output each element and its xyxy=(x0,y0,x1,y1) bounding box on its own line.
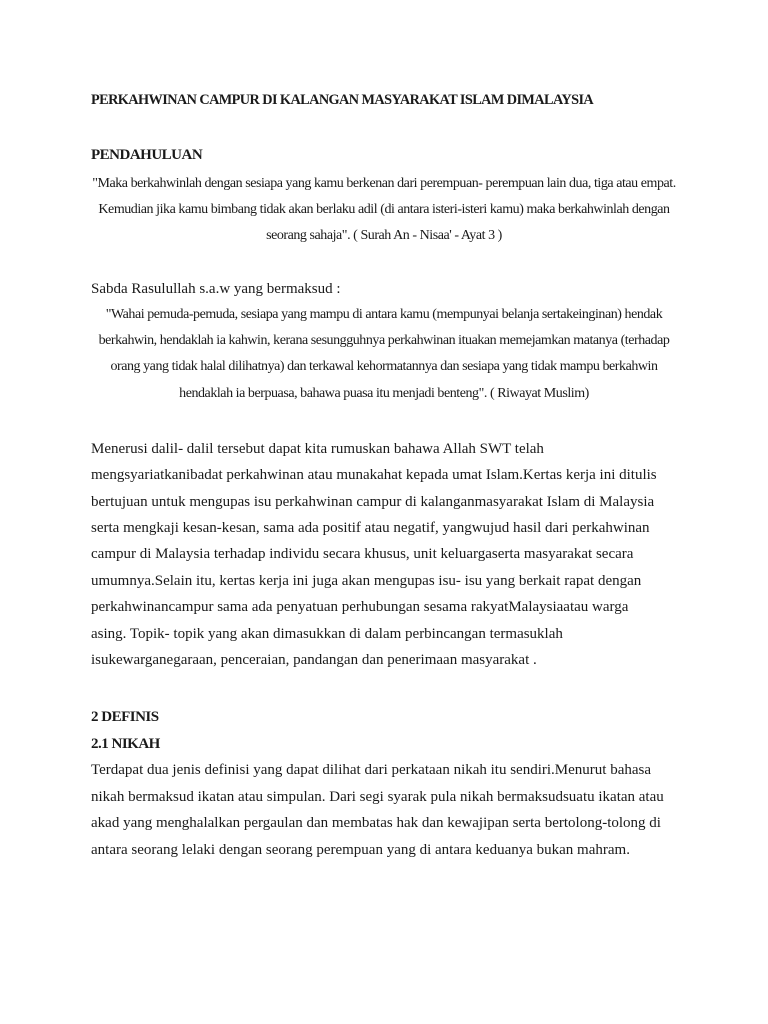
document-title: PERKAHWINAN CAMPUR DI KALANGAN MASYARAKAT ISLAM DIMALAYSIA xyxy=(91,92,594,108)
paragraph2-line: antara seorang lelaki dengan seorang perempuan yang di antara keduanya bukan mahram. xyxy=(91,842,630,858)
paragraph1-line: bertujuan untuk mengupas isu perkahwinan campur di kalanganmasyarakat Islam di Malaysia xyxy=(91,494,655,510)
paragraph1-line: mengsyariatkanibadat perkahwinan atau munakahat kepada umat Islam.Kertas kerja ini ditulis xyxy=(91,467,657,483)
subsection-heading: 2.1 NIKAH xyxy=(91,736,160,752)
paragraph1-line: asing. Topik- topik yang akan dimasukkan di dalam perbincangan termasuklah xyxy=(91,626,563,642)
paragraph1-line: umumnya.Selain itu, kertas kerja ini juga akan mengupas isu- isu yang berkait rapat dengan xyxy=(91,573,642,589)
paragraph1-line: Menerusi dalil- dalil tersebut dapat kita rumuskan bahawa Allah SWT telah xyxy=(91,441,544,457)
sabda-intro: Sabda Rasulullah s.a.w yang bermaksud : xyxy=(91,281,341,297)
quote2-line: berkahwin, hendaklah ia kahwin, kerana sesungguhnya perkahwinan ituakan memejamkan matanya (terhadap xyxy=(98,333,670,348)
quote1-line: Kemudian jika kamu bimbang tidak akan berlaku adil (di antara isteri-isteri kamu) maka berkahwinlah dengan xyxy=(98,202,670,217)
quote2-line: orang yang tidak halal dilihatnya) dan terkawal kehormatannya dan sesiapa yang tidak mampu berkahwin xyxy=(110,359,658,374)
quote1-line: "Maka berkahwinlah dengan sesiapa yang kamu berkenan dari perempuan- perempuan lain dua, tiga atau empat. xyxy=(92,176,676,191)
paragraph1-line: campur di Malaysia terhadap individu secara khusus, unit keluargaserta masyarakat secara xyxy=(91,546,634,562)
quote2-line: "Wahai pemuda-pemuda, sesiapa yang mampu di antara kamu (mempunyai belanja sertakeinginan) hendak xyxy=(105,307,663,322)
intro-heading: PENDAHULUAN xyxy=(91,147,203,163)
paragraph1-line: serta mengkaji kesan-kesan, sama ada positif atau negatif, yangwujud hasil dari perkahwinan xyxy=(91,520,650,536)
quote1-line: seorang sahaja". ( Surah An - Nisaa' - Ayat 3 ) xyxy=(266,228,502,243)
section-heading: 2 DEFINIS xyxy=(91,709,159,725)
paragraph2-line: akad yang menghalalkan pergaulan dan membatas hak dan kewajipan serta bertolong-tolong di xyxy=(91,815,661,831)
quote2-line: hendaklah ia berpuasa, bahawa puasa itu menjadi benteng". ( Riwayat Muslim) xyxy=(179,386,589,401)
paragraph1-line: isukewarganegaraan, penceraian, pandangan dan penerimaan masyarakat . xyxy=(91,652,537,668)
paragraph2-line: Terdapat dua jenis definisi yang dapat dilihat dari perkataan nikah itu sendiri.Menurut bahasa xyxy=(91,762,652,778)
paragraph2-line: nikah bermaksud ikatan atau simpulan. Dari segi syarak pula nikah bermaksudsuatu ikatan atau xyxy=(91,789,664,805)
paragraph1-line: perkahwinancampur sama ada penyatuan perhubungan sesama rakyatMalaysiaatau warga xyxy=(91,599,629,615)
